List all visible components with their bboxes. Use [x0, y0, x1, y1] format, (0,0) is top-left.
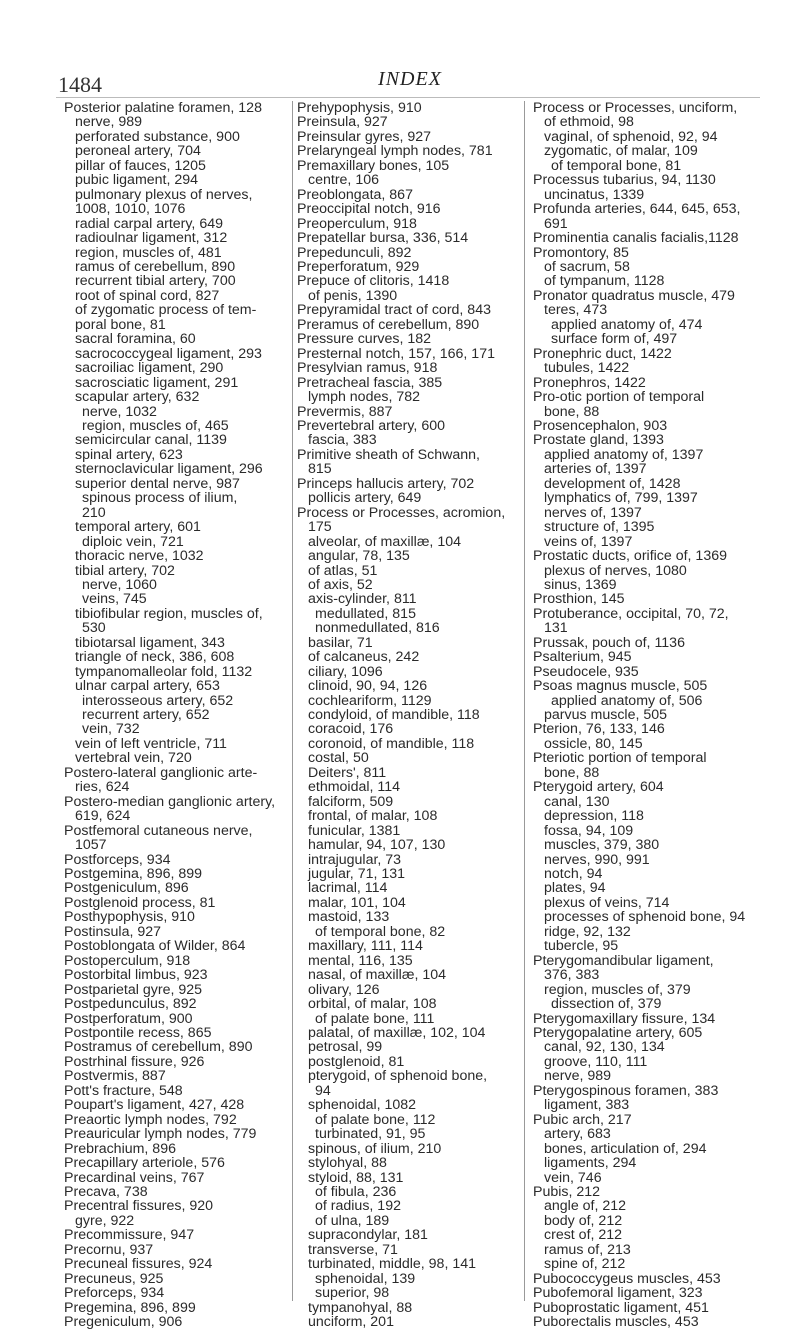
- index-entry: development of, 1428: [544, 475, 681, 492]
- index-entry: nerves of, 1397: [544, 504, 642, 521]
- index-entry: tibiofibular region, muscles of,: [75, 605, 263, 622]
- index-entry: nerve, 1060: [82, 576, 157, 593]
- index-column-3: [524, 100, 755, 1330]
- index-entry: of sacrum, 58: [544, 258, 630, 275]
- index-entry: mental, 116, 135: [308, 952, 413, 969]
- index-entry: Postpedunculus, 892: [64, 996, 197, 1013]
- index-entry: nerve, 1032: [82, 403, 157, 420]
- index-entry: semicircular canal, 1139: [75, 432, 227, 449]
- index-entry: sacral foramina, 60: [75, 331, 196, 348]
- index-entry: region, muscles of, 379: [544, 981, 691, 998]
- index-entry: Postramus of cerebellum, 890: [64, 1039, 253, 1056]
- index-entry: dissection of, 379: [551, 996, 662, 1013]
- index-entry: centre, 106: [308, 172, 379, 189]
- index-entry: Poupart's ligament, 427, 428: [64, 1097, 245, 1114]
- index-column-1: [64, 100, 289, 1330]
- index-entry: Postgemina, 896, 899: [64, 866, 203, 883]
- index-entry: ligaments, 294: [544, 1155, 637, 1172]
- index-entry: canal, 130: [544, 793, 610, 810]
- index-entry: Pressure curves, 182: [297, 331, 432, 348]
- index-entry: transverse, 71: [308, 1241, 398, 1258]
- index-entry: of ethmoid, 98: [544, 114, 634, 131]
- index-entry: Protuberance, occipital, 70, 72,: [533, 605, 729, 622]
- index-entry: surface form of, 497: [551, 331, 678, 348]
- index-entry: Process or Processes, acromion,: [297, 504, 506, 521]
- index-entry: nerve, 989: [75, 114, 143, 131]
- index-entry: muscles, 379, 380: [544, 837, 660, 854]
- index-entry: parvus muscle, 505: [544, 707, 668, 724]
- index-entry: artery, 683: [544, 1126, 611, 1143]
- header-rule: [56, 97, 760, 98]
- index-entry: Preoccipital notch, 916: [297, 201, 441, 218]
- index-entry: tubercle, 95: [544, 938, 619, 955]
- index-entry: Pubofemoral ligament, 323: [533, 1285, 703, 1302]
- index-entry: arteries of, 1397: [544, 461, 647, 478]
- index-entry: 691: [544, 215, 568, 232]
- index-entry: Preinsula, 927: [297, 114, 388, 131]
- index-entry: Postforceps, 934: [64, 851, 171, 868]
- index-entry: styloid, 88, 131: [308, 1169, 404, 1186]
- index-entry: Precapillary arteriole, 576: [64, 1155, 225, 1172]
- index-entry: nasal, of maxillæ, 104: [308, 967, 447, 984]
- index-entry: temporal artery, 601: [75, 519, 201, 536]
- index-entry: Prepuce of clitoris, 1418: [297, 273, 450, 290]
- index-entry: Pubococcygeus muscles, 453: [533, 1270, 721, 1287]
- index-entry: jugular, 71, 131: [308, 866, 406, 883]
- index-entry: axis-cylinder, 811: [308, 591, 417, 608]
- index-entry: Postero-median ganglionic artery,: [64, 793, 276, 810]
- index-entry: nonmedullated, 816: [315, 620, 440, 637]
- index-entry: unciform, 201: [308, 1314, 394, 1330]
- index-entry: palatal, of maxillæ, 102, 104: [308, 1025, 486, 1041]
- index-entry: cochleariform, 1129: [308, 692, 432, 709]
- index-entry: tibial artery, 702: [75, 562, 175, 579]
- index-entry: Postrhinal fissure, 926: [64, 1053, 205, 1070]
- index-entry: Preperforatum, 929: [297, 258, 420, 275]
- index-entry: plates, 94: [544, 880, 606, 897]
- index-entry: funicular, 1381: [308, 822, 401, 839]
- index-entry: ethmoidal, 114: [308, 779, 401, 796]
- index-entry: pillar of fauces, 1205: [75, 157, 206, 174]
- index-entry: Psoas magnus muscle, 505: [533, 678, 708, 695]
- index-entry: recurrent tibial artery, 700: [75, 273, 236, 290]
- index-entry: Psalterium, 945: [533, 649, 632, 666]
- index-entry: Puboprostatic ligament, 451: [533, 1299, 709, 1316]
- index-entry: olivary, 126: [308, 981, 380, 998]
- index-entry: Puborectalis muscles, 453: [533, 1314, 699, 1330]
- index-entry: 1008, 1010, 1076: [75, 201, 186, 218]
- index-entry: hamular, 94, 107, 130: [308, 837, 446, 854]
- index-entry: vaginal, of sphenoid, 92, 94: [544, 128, 718, 145]
- index-entry: thoracic nerve, 1032: [75, 548, 204, 565]
- index-entry: Promontory, 85: [533, 244, 629, 261]
- index-entry: bone, 88: [544, 403, 600, 420]
- index-entry: spine of, 212: [544, 1256, 626, 1273]
- index-entry: Prussak, pouch of, 1136: [533, 634, 685, 651]
- index-entry: groove, 110, 111: [544, 1053, 648, 1070]
- index-entry: Precornu, 937: [64, 1241, 154, 1258]
- index-entry: radial carpal artery, 649: [75, 215, 223, 232]
- index-entry: Prevertebral artery, 600: [297, 417, 445, 434]
- index-entry: Pterygopalatine artery, 605: [533, 1025, 703, 1041]
- index-entry: spinal artery, 623: [75, 446, 183, 463]
- index-entry: peroneal artery, 704: [75, 143, 201, 160]
- index-entry: spinous, of ilium, 210: [308, 1140, 442, 1157]
- index-entry: stylohyal, 88: [308, 1155, 387, 1172]
- index-entry: Prebrachium, 896: [64, 1140, 176, 1157]
- index-entry: applied anatomy of, 506: [551, 692, 703, 709]
- index-entry: fossa, 94, 109: [544, 822, 634, 839]
- index-entry: Preauricular lymph nodes, 779: [64, 1126, 257, 1143]
- index-entry: Prosthion, 145: [533, 591, 625, 608]
- index-entry: tympanohyal, 88: [308, 1299, 413, 1316]
- index-entry: Preoperculum, 918: [297, 215, 417, 232]
- index-entry: sphenoidal, 1082: [308, 1097, 417, 1114]
- index-entry: Prominentia canalis facialis,1128: [533, 230, 739, 247]
- index-entry: plexus of veins, 714: [544, 894, 670, 911]
- index-entry: tubules, 1422: [544, 360, 630, 377]
- index-entry: lacrimal, 114: [308, 880, 388, 897]
- index-entry: Presylvian ramus, 918: [297, 360, 438, 377]
- index-entry: Prepatellar bursa, 336, 514: [297, 230, 469, 247]
- index-entry: sacrosciatic ligament, 291: [75, 374, 239, 391]
- index-entry: triangle of neck, 386, 608: [75, 649, 235, 666]
- index-entry: interosseous artery, 652: [82, 692, 234, 709]
- index-entry: condyloid, of mandible, 118: [308, 707, 480, 724]
- index-entry: ridge, 92, 132: [544, 923, 631, 940]
- index-entry: Preforceps, 934: [64, 1285, 165, 1302]
- index-entry: Pterion, 76, 133, 146: [533, 721, 665, 738]
- index-entry: recurrent artery, 652: [82, 707, 210, 724]
- index-entry: of atlas, 51: [308, 562, 378, 579]
- index-entry: veins, 745: [82, 591, 147, 608]
- index-entry: Pregeniculum, 906: [64, 1314, 183, 1330]
- index-entry: ciliary, 1096: [308, 663, 383, 680]
- index-entry: sternoclavicular ligament, 296: [75, 461, 263, 478]
- index-entry: Processus tubarius, 94, 1130: [533, 172, 716, 189]
- index-entry: ries, 624: [75, 779, 130, 796]
- index-entry: coracoid, 176: [308, 721, 394, 738]
- index-entry: Prosencephalon, 903: [533, 417, 668, 434]
- index-entry: zygomatic, of malar, 109: [544, 143, 698, 160]
- index-entry: sacroiliac ligament, 290: [75, 360, 224, 377]
- index-entry: Preaortic lymph nodes, 792: [64, 1111, 237, 1128]
- index-entry: Pubic arch, 217: [533, 1111, 632, 1128]
- index-entry: of palate bone, 112: [315, 1111, 436, 1128]
- index-entry: Pseudocele, 935: [533, 663, 639, 680]
- index-entry: Pterygomaxillary fissure, 134: [533, 1010, 716, 1027]
- index-entry: Prelaryngeal lymph nodes, 781: [297, 143, 493, 160]
- index-entry: fascia, 383: [308, 432, 377, 449]
- index-entry: angle of, 212: [544, 1198, 627, 1215]
- index-entry: 175: [308, 519, 332, 536]
- index-entry: maxillary, 111, 114: [308, 938, 423, 955]
- index-entry: Deiters', 811: [308, 764, 387, 781]
- index-entry: processes of sphenoid bone, 94: [544, 909, 746, 926]
- index-entry: Pretracheal fascia, 385: [297, 374, 443, 391]
- index-entry: applied anatomy of, 474: [551, 316, 703, 333]
- index-entry: Pregemina, 896, 899: [64, 1299, 196, 1316]
- index-entry: root of spinal cord, 827: [75, 287, 220, 304]
- index-entry: Prostate gland, 1393: [533, 432, 664, 449]
- index-entry: turbinated, 91, 95: [315, 1126, 426, 1143]
- index-entry: sphenoidal, 139: [315, 1270, 416, 1287]
- index-entry: of penis, 1390: [308, 287, 398, 304]
- index-entry: Postinsula, 927: [64, 923, 162, 940]
- index-entry: medullated, 815: [315, 605, 416, 622]
- index-entry: Postorbital limbus, 923: [64, 967, 208, 984]
- index-entry: nerves, 990, 991: [544, 851, 650, 868]
- index-entry: bones, articulation of, 294: [544, 1140, 707, 1157]
- index-entry: bone, 88: [544, 764, 600, 781]
- index-columns: [64, 100, 746, 1330]
- index-entry: region, muscles of, 481: [75, 244, 222, 261]
- index-entry: superior dental nerve, 987: [75, 475, 240, 492]
- index-entry: crest of, 212: [544, 1227, 623, 1244]
- index-entry: Postoblongata of Wilder, 864: [64, 938, 246, 955]
- index-entry: Process or Processes, unciform,: [533, 100, 738, 116]
- index-entry: Pterygoid artery, 604: [533, 779, 664, 796]
- index-entry: of fibula, 236: [315, 1183, 397, 1200]
- index-entry: tibiotarsal ligament, 343: [75, 634, 225, 651]
- index-entry: Precentral fissures, 920: [64, 1198, 214, 1215]
- index-entry: lymph nodes, 782: [308, 389, 420, 406]
- index-entry: 210: [82, 504, 106, 521]
- index-entry: of calcaneus, 242: [308, 649, 420, 666]
- index-entry: Primitive sheath of Schwann,: [297, 446, 480, 463]
- index-column-2: [292, 100, 525, 1330]
- index-entry: Postero-lateral ganglionic arte-: [64, 764, 258, 781]
- index-entry: tympanomalleolar fold, 1132: [75, 663, 253, 680]
- index-entry: orbital, of malar, 108: [308, 996, 437, 1013]
- index-entry: ramus of cerebellum, 890: [75, 258, 236, 275]
- index-entry: of ulna, 189: [315, 1212, 390, 1229]
- index-entry: of radius, 192: [315, 1198, 401, 1215]
- index-entry: Precardinal veins, 767: [64, 1169, 205, 1186]
- index-entry: depression, 118: [544, 808, 644, 825]
- index-entry: vein, 732: [82, 721, 140, 738]
- index-entry: of temporal bone, 81: [551, 157, 682, 174]
- index-entry: Premaxillary bones, 105: [297, 157, 450, 174]
- index-entry: supracondylar, 181: [308, 1227, 428, 1244]
- index-entry: Pterygospinous foramen, 383: [533, 1082, 719, 1099]
- index-entry: Precava, 738: [64, 1183, 148, 1200]
- index-entry: Postoperculum, 918: [64, 952, 191, 969]
- index-entry: applied anatomy of, 1397: [544, 446, 704, 463]
- index-entry: Princeps hallucis artery, 702: [297, 475, 475, 492]
- index-entry: Posthypophysis, 910: [64, 909, 195, 926]
- index-entry: Preoblongata, 867: [297, 186, 413, 203]
- index-entry: of zygomatic process of tem-: [75, 302, 257, 319]
- index-entry: intrajugular, 73: [308, 851, 402, 868]
- index-entry: nerve, 989: [544, 1068, 612, 1085]
- index-entry: of tympanum, 1128: [544, 273, 665, 290]
- index-entry: Profunda arteries, 644, 645, 653,: [533, 201, 741, 218]
- index-entry: Postparietal gyre, 925: [64, 981, 203, 998]
- index-entry: scapular artery, 632: [75, 389, 200, 406]
- index-entry: teres, 473: [544, 302, 608, 319]
- index-entry: spinous process of ilium,: [82, 490, 238, 507]
- index-entry: Pronephric duct, 1422: [533, 345, 672, 362]
- index-entry: 1057: [75, 837, 107, 854]
- index-entry: petrosal, 99: [308, 1039, 383, 1056]
- index-entry: ulnar carpal artery, 653: [75, 678, 220, 695]
- index-entry: Postvermis, 887: [64, 1068, 166, 1085]
- index-entry: ramus of, 213: [544, 1241, 631, 1258]
- index-entry: body of, 212: [544, 1212, 623, 1229]
- index-entry: Presternal notch, 157, 166, 171: [297, 345, 495, 362]
- index-entry: Preramus of cerebellum, 890: [297, 316, 480, 333]
- index-entry: uncinatus, 1339: [544, 186, 645, 203]
- index-entry: Pott's fracture, 548: [64, 1082, 183, 1099]
- index-entry: 815: [308, 461, 332, 478]
- index-entry: veins of, 1397: [544, 533, 633, 550]
- index-entry: basilar, 71: [308, 634, 373, 651]
- index-entry: mastoid, 133: [308, 909, 390, 926]
- index-entry: Prostatic ducts, orifice of, 1369: [533, 548, 727, 565]
- index-entry: Pteriotic portion of temporal: [533, 750, 707, 767]
- index-entry: falciform, 509: [308, 793, 394, 810]
- index-entry: Precuneus, 925: [64, 1270, 164, 1287]
- index-entry: costal, 50: [308, 750, 369, 767]
- index-entry: 619, 624: [75, 808, 131, 825]
- index-entry: of axis, 52: [308, 576, 373, 593]
- index-entry: Precuneal fissures, 924: [64, 1256, 213, 1273]
- index-entry: Prepyramidal tract of cord, 843: [297, 302, 491, 319]
- index-entry: poral bone, 81: [75, 316, 166, 333]
- index-entry: plexus of nerves, 1080: [544, 562, 687, 579]
- index-entry: region, muscles of, 465: [82, 417, 229, 434]
- index-entry: of palate bone, 111: [315, 1010, 435, 1027]
- index-entry: pulmonary plexus of nerves,: [75, 186, 253, 203]
- index-entry: structure of, 1395: [544, 519, 655, 536]
- index-entry: Prehypophysis, 910: [297, 100, 422, 116]
- index-entry: pterygoid, of sphenoid bone,: [308, 1068, 488, 1085]
- index-entry: Pubis, 212: [533, 1183, 601, 1200]
- index-entry: ligament, 383: [544, 1097, 630, 1114]
- index-entry: Postperforatum, 900: [64, 1010, 193, 1027]
- index-entry: coronoid, of mandible, 118: [308, 735, 475, 752]
- index-entry: Posterior palatine foramen, 128: [64, 100, 262, 116]
- index-entry: alveolar, of maxillæ, 104: [308, 533, 461, 550]
- index-entry: canal, 92, 130, 134: [544, 1039, 665, 1056]
- index-entry: Pronephros, 1422: [533, 374, 646, 391]
- index-entry: Postgeniculum, 896: [64, 880, 189, 897]
- index-entry: 94: [315, 1082, 331, 1099]
- index-entry: Pterygomandibular ligament,: [533, 952, 714, 969]
- index-entry: vein, 746: [544, 1169, 602, 1186]
- index-entry: ossicle, 80, 145: [544, 735, 643, 752]
- index-entry: Prepedunculi, 892: [297, 244, 412, 261]
- index-entry: postglenoid, 81: [308, 1053, 405, 1070]
- index-entry: Pro-otic portion of temporal: [533, 389, 705, 406]
- index-entry: of temporal bone, 82: [315, 923, 446, 940]
- index-entry: angular, 78, 135: [308, 548, 410, 565]
- index-entry: frontal, of malar, 108: [308, 808, 438, 825]
- index-entry: clinoid, 90, 94, 126: [308, 678, 428, 695]
- index-entry: Precommissure, 947: [64, 1227, 195, 1244]
- index-entry: perforated substance, 900: [75, 128, 240, 145]
- index-entry: vein of left ventricle, 711: [75, 735, 227, 752]
- page-number: 1484: [58, 72, 102, 97]
- index-entry: sacrococcygeal ligament, 293: [75, 345, 262, 362]
- index-entry: Postfemoral cutaneous nerve,: [64, 822, 253, 839]
- index-entry: radioulnar ligament, 312: [75, 230, 228, 247]
- index-entry: diploic vein, 721: [82, 533, 184, 550]
- index-entry: pollicis artery, 649: [308, 490, 422, 507]
- index-entry: Postglenoid process, 81: [64, 894, 216, 911]
- index-entry: 131: [544, 620, 568, 637]
- index-entry: vertebral vein, 720: [75, 750, 192, 767]
- index-entry: Prevermis, 887: [297, 403, 393, 420]
- running-head: INDEX: [378, 68, 442, 90]
- index-entry: notch, 94: [544, 866, 603, 883]
- index-entry: superior, 98: [315, 1285, 390, 1302]
- index-entry: lymphatics of, 799, 1397: [544, 490, 698, 507]
- index-entry: turbinated, middle, 98, 141: [308, 1256, 476, 1273]
- index-entry: pubic ligament, 294: [75, 172, 199, 189]
- index-entry: gyre, 922: [75, 1212, 135, 1229]
- index-entry: 376, 383: [544, 967, 600, 984]
- index-entry: 530: [82, 620, 106, 637]
- index-entry: Preinsular gyres, 927: [297, 128, 432, 145]
- index-entry: Pronator quadratus muscle, 479: [533, 287, 735, 304]
- index-entry: malar, 101, 104: [308, 894, 406, 911]
- index-entry: Postpontile recess, 865: [64, 1025, 212, 1041]
- index-entry: sinus, 1369: [544, 576, 617, 593]
